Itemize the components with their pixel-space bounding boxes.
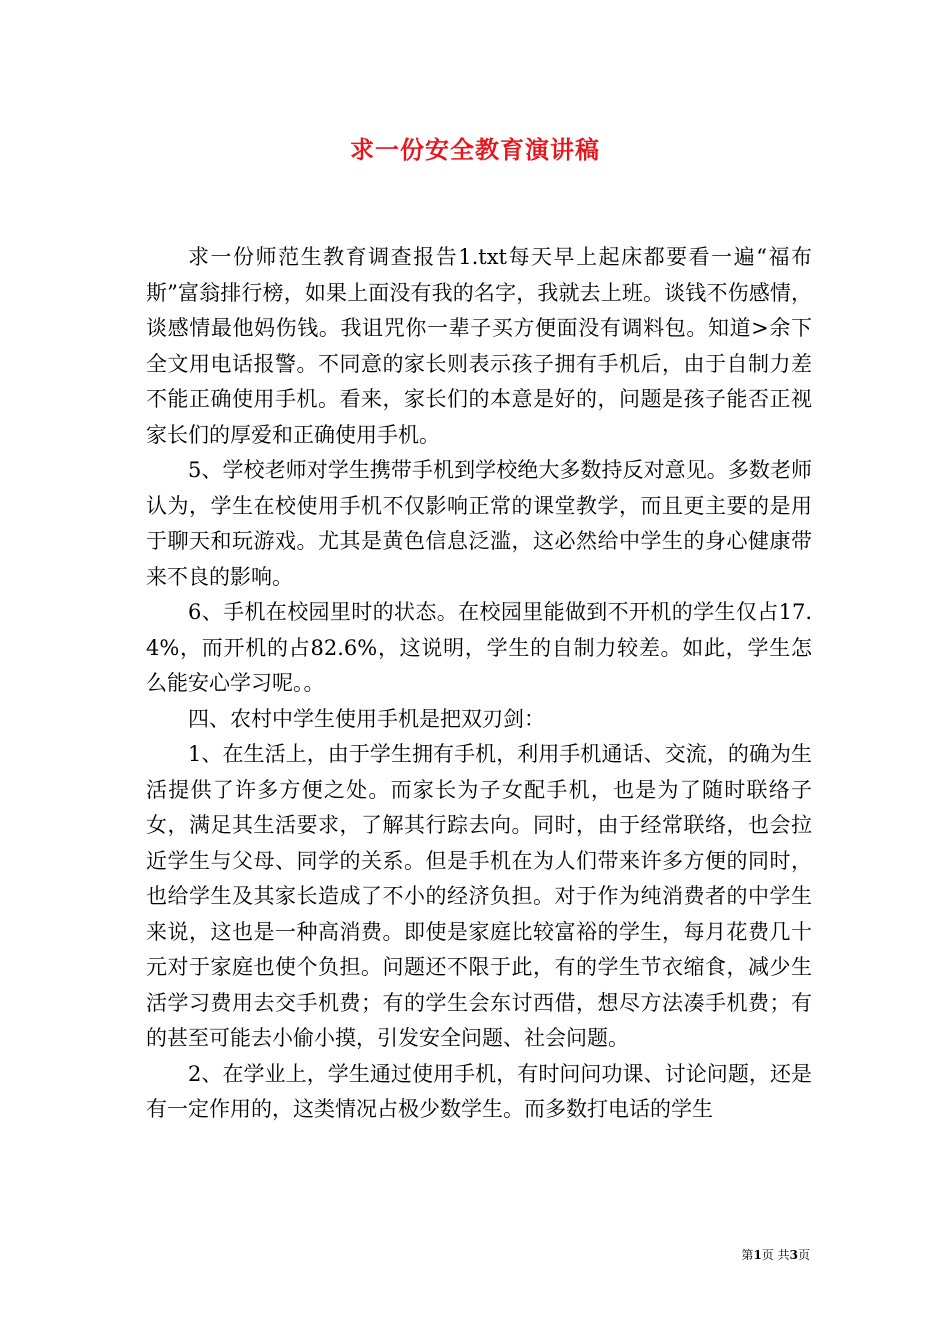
paragraph-5: 1、在生活上，由于学生拥有手机，利用手机通话、交流，的确为生活提供了许多方便之处。而家长为子女配手机，也是为了随时联络子女，满足其生活要求，了解其行踪去向。同时，由于经常联络，也会拉近学生与父母、同学的关系。但是手机在为人们带来许多方便的同时，也给学生及其家长造成了不小的经济负担。对于作为纯消费者的中学生来说，这也是一种高消费。即使是家庭比较富裕的学生，每月花费几十元对于家庭也使个负担。问题还不限于此，有的学生节衣缩食，减少生活学习费用去交手机费；有的学生会东讨西借，想尽方法凑手机费；有的甚至可能去小偷小摸，引发安全问题、社会问题。	[146, 742, 812, 1050]
document-body	[146, 240, 812, 1128]
footer-middle: 页 共	[761, 1248, 790, 1262]
paragraph-6: 2、在学业上，学生通过使用手机，有时问问功课、讨论问题，还是有一定作用的，这类情况占极少数学生。而多数打电话的学生	[146, 1061, 812, 1121]
document-title: 求一份安全教育演讲稿	[350, 135, 600, 164]
paragraph-4: 四、农村中学生使用手机是把双刃剑：	[188, 706, 545, 731]
current-page-number: 1	[753, 1248, 762, 1262]
footer-suffix: 页	[797, 1248, 810, 1262]
paragraph-2: 5、学校老师对学生携带手机到学校绝大多数持反对意见。多数老师认为，学生在校使用手机不仅影响正常的课堂教学，而且更主要的是用于聊天和玩游戏。尤其是黄色信息泛滥，这必然给中学生的身心健康带来不良的影响。	[146, 458, 812, 589]
footer-prefix: 第	[741, 1248, 754, 1262]
paragraph-3: 6、手机在校园里时的状态。在校园里能做到不开机的学生仅占17.4%，而开机的占82.6%，这说明，学生的自制力较差。如此，学生怎么能安心学习呢。。	[146, 600, 812, 695]
page-number-footer	[690, 1247, 810, 1263]
paragraph-1: 求一份师范生教育调查报告1.txt每天早上起床都要看一遍“福布斯”富翁排行榜，如果上面没有我的名字，我就去上班。谈钱不伤感情，谈感情最他妈伤钱。我诅咒你一辈子买方便面没有调料包。知道>余下全文用电话报警。不同意的家长则表示孩子拥有手机后，由于自制力差不能正确使用手机。看来，家长们的本意是好的，问题是孩子能否正视家长们的厚爱和正确使用手机。	[146, 245, 812, 447]
total-pages-number: 3	[789, 1248, 798, 1262]
